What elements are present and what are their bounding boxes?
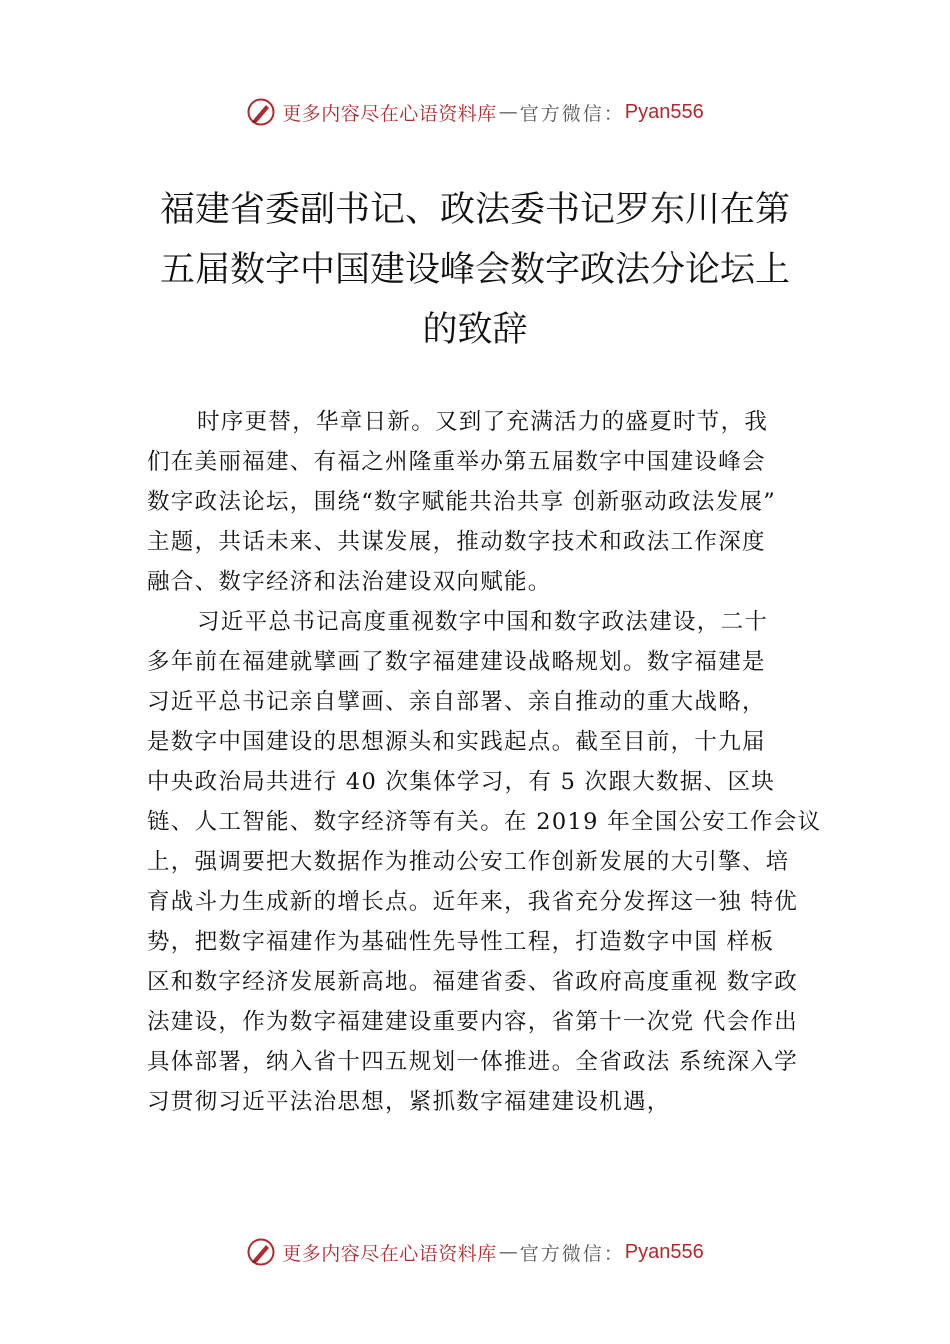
body-line: 数字政法论坛，围绕“数字赋能共治共享 创新驱动政法发展”: [147, 489, 777, 515]
body-line: 是数字中国建设的思想源头和实践起点。截至目前，十九届: [147, 729, 766, 755]
body-line: 习贯彻习近平法治思想，紧抓数字福建建设机遇，: [147, 1089, 671, 1115]
pen-logo-icon: [246, 97, 276, 127]
body-line: 育战斗力生成新的增长点。近年来，我省充分发挥这一独 特优: [147, 889, 799, 915]
banner-text: 更多内容尽在心语资料库: [282, 102, 497, 125]
body-line: 主题，共话未来、共谋发展，推动数字技术和政法工作深度: [147, 529, 766, 555]
body-line: 多年前在福建就擘画了数字福建建设战略规划。数字福建是: [147, 649, 766, 675]
footer-banner: [0, 1232, 950, 1272]
body-line: 势，把数字福建作为基础性先导性工程，打造数字中国 样板: [147, 929, 775, 955]
banner-wechat-id: Pyan556: [624, 1240, 704, 1263]
pen-logo-icon: [246, 1237, 276, 1267]
banner-label: 官方微信：: [519, 1242, 625, 1265]
title-line: 五届数字中国建设峰会数字政法分论坛上: [159, 250, 790, 290]
header-banner: [0, 92, 950, 132]
banner-text: 更多内容尽在心语资料库: [282, 1242, 497, 1265]
title-line: 的致辞: [422, 310, 528, 350]
body-line: 具体部署，纳入省十四五规划一体推进。全省政法 系统深入学: [147, 1049, 799, 1075]
body-line: 习近平总书记亲自擘画、亲自部署、亲自推动的重大战略，: [147, 689, 766, 715]
body-line: 链、人工智能、数字经济等有关。在 2019 年全国公安工作会议: [147, 809, 822, 835]
banner-separator: —: [498, 101, 518, 123]
banner-wechat-id: Pyan556: [624, 100, 704, 123]
title-line: 福建省委副书记、政法委书记罗东川在第: [159, 190, 790, 230]
document-title: [140, 180, 810, 360]
body-line: 习近平总书记高度重视数字中国和数字政法建设，二十: [197, 609, 769, 635]
document-body: [147, 402, 837, 1122]
body-line: 时序更替，华章日新。又到了充满活力的盛夏时节，我: [197, 409, 769, 435]
body-line: 中央政治局共进行 40 次集体学习，有 5 次跟大数据、区块: [147, 769, 776, 795]
banner-label: 官方微信：: [519, 102, 625, 125]
body-line: 融合、数字经济和法治建设双向赋能。: [147, 569, 552, 595]
body-line: 们在美丽福建、有福之州隆重举办第五届数字中国建设峰会: [147, 449, 766, 475]
body-line: 上，强调要把大数据作为推动公安工作创新发展的大引擎、培: [147, 849, 790, 875]
body-line: 法建设，作为数字福建建设重要内容，省第十一次党 代会作出: [147, 1009, 799, 1035]
body-line: 区和数字经济发展新高地。福建省委、省政府高度重视 数字政: [147, 969, 799, 995]
banner-separator: —: [498, 1241, 518, 1263]
